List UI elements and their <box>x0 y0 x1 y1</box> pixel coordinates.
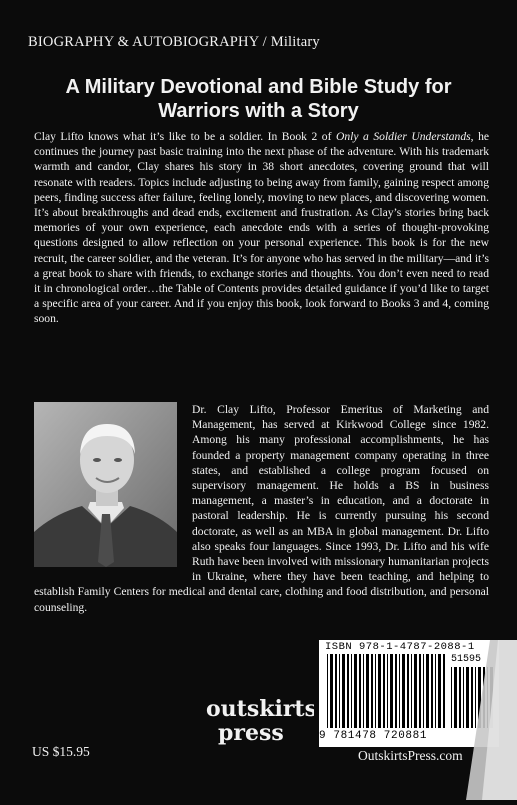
description-intro: Clay Lifto knows what it’s like to be a soldier. In Book 2 of <box>34 130 336 143</box>
category-label: BIOGRAPHY & AUTOBIOGRAPHY / Military <box>28 34 320 50</box>
publisher-logo <box>204 690 314 750</box>
headline <box>20 75 497 123</box>
price-code: 51595 <box>451 654 482 665</box>
book-title: Only a Soldier Understands <box>335 130 471 143</box>
book-description <box>34 129 489 327</box>
logo-word-1: outskirts <box>206 696 314 722</box>
barcode-digits: 9 781478 720881 <box>319 730 428 742</box>
isbn-text: ISBN 978-1-4787-2088-1 <box>325 641 475 653</box>
author-bio: Dr. Clay Lifto, Professor Emeritus of Marketing and Management, has served at Kirkwood College since 1982. Among his many professional accomplishments, he has founded a property management company operating in three states, and established a college program focused on supervisory management. He holds a BS in business management, a master’s in education, and a doctorate in pastoral leadership. He is currently pursuing his second doctorate, as well as an MBA in global management. Dr. Lifto also speaks four languages. Since 1993, Dr. Lifto and his wife Ruth have been involved with missionary humanitarian projects in Ukraine, where they have been teaching, and helping to establish Family Centers for medical and dental care, clothing and food distribution, and personal counseling. <box>34 403 489 614</box>
author-section <box>34 402 489 615</box>
barcode-bars <box>327 654 447 728</box>
side-stripe <box>460 640 517 800</box>
logo-word-2: press <box>218 720 284 746</box>
description-body: , he continues the journey past basic training into the next phase of the adventure. With his trademark warmth and candor, Clay shares his story in 38 short anecdotes, covering ground that will resonate with readers. Topics include adjusting to being away from family, gaining respect among peers, finding success after failure, feeling lonely, moving to new places, and discovering women. It’s about breakthroughs and dead ends, excitement and frustration. As Clay’s stories bring back memories of your own experience, each anecdote ends with a series of thought-provoking questions designed to allow reflection on your personal experience. This book is for the new recruit, the career soldier, and the veteran. It’s for anyone who has served in the military—and it’s a great book to share with friends, to exchange stories and thoughts. You don’t even need to read it in chronological order…the Table of Contents provides detailed guidance if you’d like to target a specific area of your career. And if you enjoy this book, look forward to Books 3 and 4, coming soon. <box>34 130 490 326</box>
price-label: US $15.95 <box>32 744 90 759</box>
publisher-website: OutskirtsPress.com <box>358 748 463 763</box>
author-photo <box>34 402 177 567</box>
headline-line-2: Warriors with a Story <box>158 100 359 122</box>
headline-line-1: A Military Devotional and Bible Study for <box>65 76 452 98</box>
